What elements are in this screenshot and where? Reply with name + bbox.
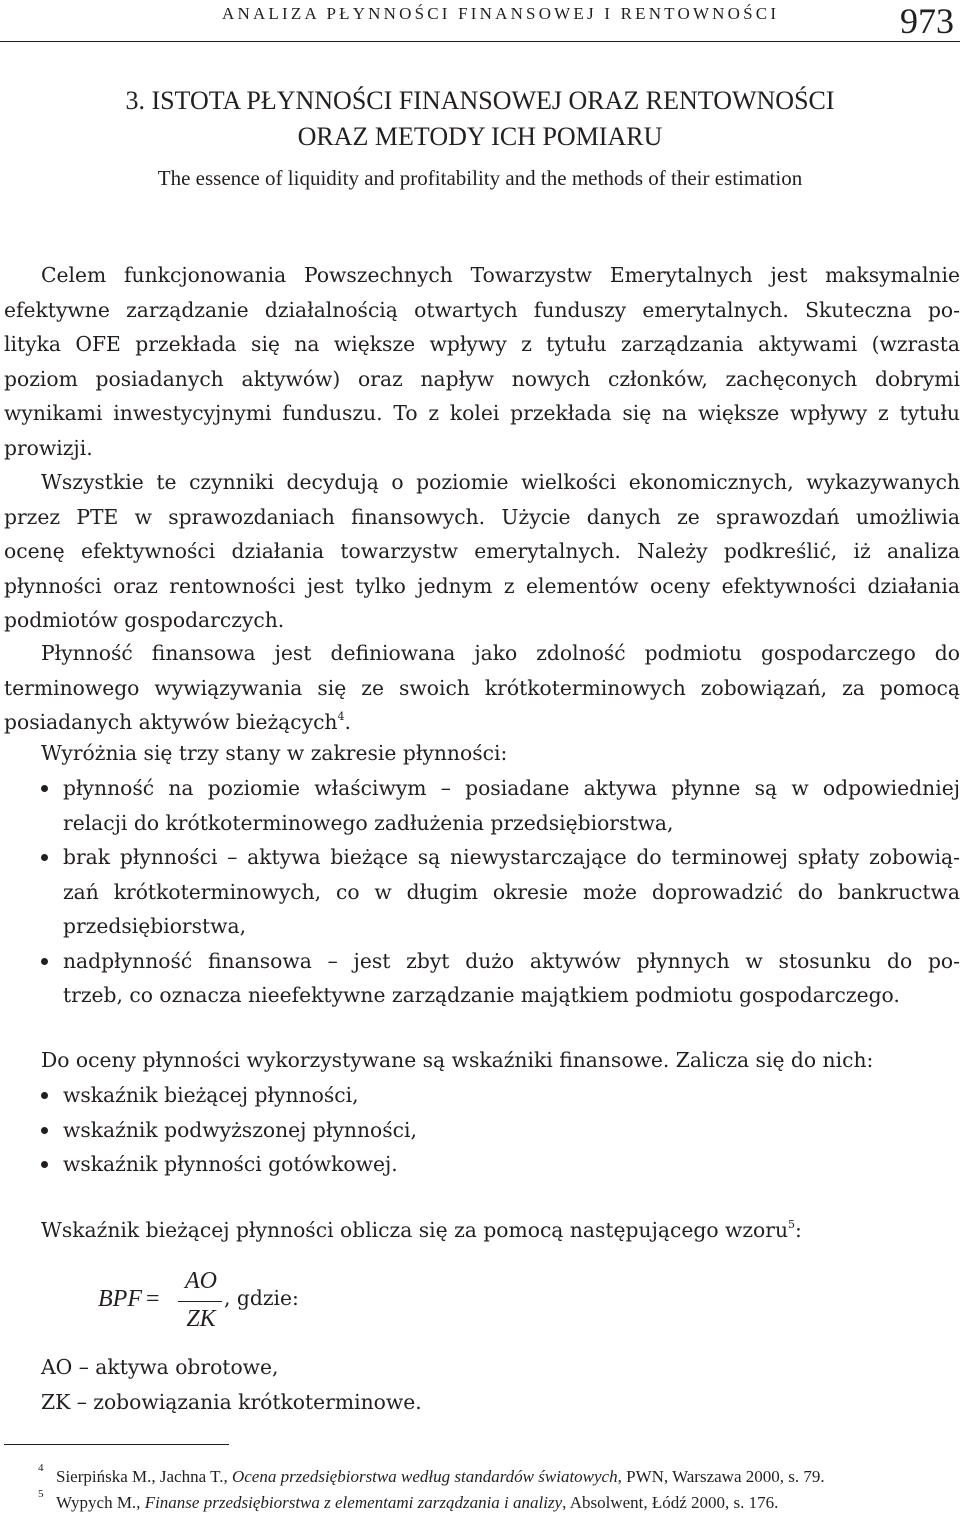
list-item <box>4 840 960 944</box>
paragraph-text: posiadanych aktywów bieżących <box>4 710 338 734</box>
list-item-line: wskaźnik płynności gotówkowej. <box>63 1152 398 1176</box>
formula-intro-text: Wskaźnik bieżącej płynności oblicza się za pomocą następującego wzoru <box>41 1218 788 1242</box>
footnote-number: 4 <box>38 1462 44 1474</box>
paragraph-line: Celem funkcjonowania Powszechnych Towarzystw Emerytalnych jest maksymalnie <box>41 263 960 287</box>
paragraph-line: wynikami inwestycyjnymi funduszu. To z kolei przekłada się na większe wpływy z tytułu <box>4 401 960 425</box>
list-item <box>4 1078 960 1113</box>
section-title-line-1: 3. ISTOTA PŁYNNOŚCI FINANSOWEJ ORAZ RENTOWNOŚCI <box>125 86 835 115</box>
list-item-line: płynność na poziomie właściwym – posiadane aktywa płynne są w odpowiedniej <box>63 776 960 800</box>
footnote-ref-5[interactable]: 5 <box>788 1218 795 1231</box>
page-number: 973 <box>900 1 954 41</box>
states-intro-text: Wyróżnia się trzy stany w zakresie płynności: <box>41 741 508 765</box>
paragraph-line: terminowego wywiązywania się ze swoich krótkoterminowych zobowiązań, za pomocą <box>4 675 960 700</box>
paragraph-line: przez PTE w sprawozdaniach finansowych. Użycie danych ze sprawozdań umożliwia <box>4 504 960 529</box>
formula-numerator: AO <box>185 1268 217 1294</box>
footnote-text <box>56 1493 778 1513</box>
paragraph-line: efektywne zarządzanie działalnością otwartych funduszy emerytalnych. Skuteczna po- <box>4 297 960 322</box>
formula-equals: = <box>146 1286 160 1312</box>
paragraph-line: podmiotów gospodarczych. <box>4 608 285 632</box>
formula-denominator: ZK <box>186 1306 216 1332</box>
punctuation: : <box>795 1218 802 1242</box>
bullet-icon <box>41 1127 48 1134</box>
running-header-title: ANALIZA PŁYNNOŚCI FINANSOWEJ I RENTOWNOŚCI <box>222 4 780 23</box>
states-list <box>4 771 960 1013</box>
paragraph-line: lityka OFE przekłada się na większe wpływy z tytułu zarządzania aktywami (wzrasta <box>4 332 960 356</box>
header-rule <box>0 41 960 42</box>
paragraph-2 <box>4 465 960 638</box>
footnote-publisher: , PWN, Warszawa 2000, s. 79. <box>617 1467 825 1486</box>
paragraph-3 <box>4 636 960 740</box>
list-item-line: trzeb, co oznacza nieefektywne zarządzanie majątkiem podmiotu gospodarczego. <box>63 983 900 1007</box>
list-item-line: wskaźnik podwyższonej płynności, <box>63 1117 417 1142</box>
bullet-icon <box>41 1161 48 1168</box>
paragraph-line: prowizji. <box>4 435 93 460</box>
list-item <box>4 1113 960 1148</box>
bullet-icon <box>41 785 48 792</box>
fraction-bar <box>178 1301 222 1302</box>
list-item-line: nadpłynność finansowa – jest zbyt dużo aktywów płynnych w stosunku do po- <box>63 948 960 973</box>
paragraph-1 <box>4 258 960 465</box>
paragraph-line: płynności oraz rentowności jest tylko jednym z elementów oceny efektywności działania <box>4 573 960 598</box>
paragraph-line: Wszystkie te czynniki decydują o poziomie wielkości ekonomicznych, wykazywanych <box>41 470 960 494</box>
footnote-author: Wypych M., <box>56 1493 145 1512</box>
bpf-formula <box>98 1268 358 1338</box>
list-item-line: relacji do krótkoterminowego zadłużenia przedsiębiorstwa, <box>63 810 674 835</box>
paragraph-line: ocenę efektywności działania towarzystw emerytalnych. Należy podkreślić, iż analiza <box>4 539 960 563</box>
list-item <box>4 771 960 840</box>
list-item <box>4 1147 960 1182</box>
indicators-intro <box>4 1043 960 1078</box>
list-item-line: brak płynności – aktywa bieżące są niewystarczające do terminowej spłaty zobowią- <box>63 845 960 869</box>
formula-intro <box>4 1213 960 1248</box>
bullet-icon <box>41 958 48 965</box>
footnote-author: Sierpińska M., Jachna T., <box>56 1467 232 1486</box>
paragraph-line: poziom posiadanych aktywów) oraz napływ nowych członków, zachęconych dobrymi <box>4 366 960 391</box>
paragraph-line: Płynność finansowa jest definiowana jako zdolność podmiotu gospodarczego do <box>41 641 960 665</box>
punctuation: . <box>344 710 351 734</box>
footnote-text <box>56 1467 825 1487</box>
section-subtitle: The essence of liquidity and profitability and the methods of their estimation <box>157 166 803 190</box>
definitions <box>4 1350 960 1419</box>
formula-lhs: BPF <box>98 1286 142 1312</box>
list-item-line: zań krótkoterminowych, co w długim okresie może doprowadzić do bankructwa <box>63 879 960 904</box>
definition-zk: ZK – zobowiązania krótkoterminowe. <box>41 1389 422 1414</box>
states-intro <box>4 736 960 771</box>
footnote-ref-4[interactable]: 4 <box>337 710 345 723</box>
indicators-list <box>4 1078 960 1182</box>
definition-ao: AO – aktywa obrotowe, <box>41 1355 279 1379</box>
list-item <box>4 944 960 1013</box>
footnote-title: Ocena przedsiębiorstwa według standardów światowych <box>231 1467 618 1486</box>
bullet-icon <box>41 854 48 861</box>
footnote-publisher: , Absolwent, Łódź 2000, s. 176. <box>562 1493 779 1512</box>
list-item-line: wskaźnik bieżącej płynności, <box>63 1083 359 1107</box>
list-item-line: przedsiębiorstwa, <box>63 914 247 938</box>
footnote-title: Finanse przedsiębiorstwa z elementami zarządzania i analizy <box>144 1493 563 1512</box>
formula-intro-line <box>4 1213 960 1248</box>
footnote-number: 5 <box>38 1488 44 1500</box>
paragraph-line-last <box>4 705 960 740</box>
bullet-icon <box>41 1092 48 1099</box>
footnote-rule <box>4 1444 229 1445</box>
section-title-line-2: ORAZ METODY ICH POMIARU <box>297 122 663 151</box>
indicators-intro-text: Do oceny płynności wykorzystywane są wskaźniki finansowe. Zalicza się do nich: <box>41 1048 874 1072</box>
formula-suffix: , gdzie: <box>224 1286 299 1310</box>
